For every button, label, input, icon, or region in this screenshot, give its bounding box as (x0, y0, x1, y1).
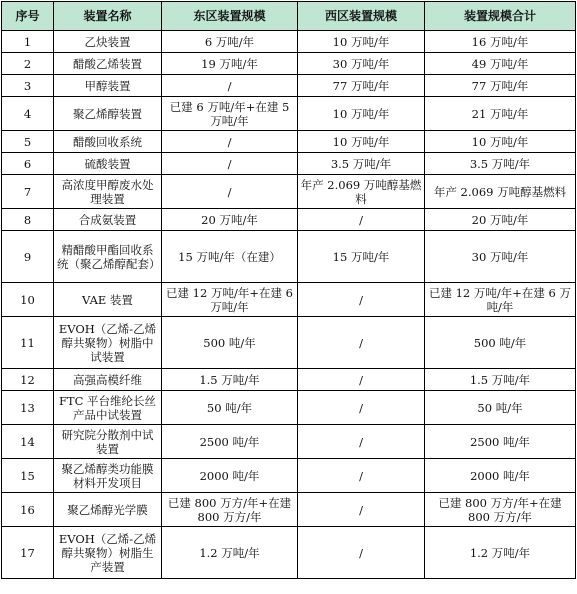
header-device-name: 装置名称 (54, 2, 162, 31)
index-cell: 9 (2, 231, 54, 283)
device-name-cell: 合成氨装置 (54, 209, 162, 231)
east-scale-cell: 已建 6 万吨/年+在建 5 万吨/年 (162, 97, 298, 131)
total-scale-cell: 49 万吨/年 (425, 53, 576, 75)
west-scale-cell: 年产 2.069 万吨醇基燃料 (298, 175, 425, 209)
table-row (2, 131, 576, 153)
table-row (2, 369, 576, 391)
table-row (2, 153, 576, 175)
table-row (2, 425, 576, 459)
west-scale-cell: 10 万吨/年 (298, 97, 425, 131)
header-total-scale: 装置规模合计 (425, 2, 576, 31)
table-row (2, 493, 576, 527)
index-cell: 13 (2, 391, 54, 425)
west-scale-cell: 3.5 万吨/年 (298, 153, 425, 175)
device-name-cell: 聚乙烯醇光学膜 (54, 493, 162, 527)
east-scale-cell: 已建 800 万方/年+在建 800 万方/年 (162, 493, 298, 527)
index-cell: 4 (2, 97, 54, 131)
index-cell: 1 (2, 31, 54, 53)
east-scale-cell: 1.2 万吨/年 (162, 527, 298, 579)
device-name-cell: EVOH（乙烯-乙烯醇共聚物）树脂中试装置 (54, 317, 162, 369)
east-scale-cell: 50 吨/年 (162, 391, 298, 425)
west-scale-cell: 10 万吨/年 (298, 31, 425, 53)
west-scale-cell: 77 万吨/年 (298, 75, 425, 97)
table-row (2, 317, 576, 369)
table-body (2, 31, 576, 579)
index-cell: 5 (2, 131, 54, 153)
header-east-scale: 东区装置规模 (162, 2, 298, 31)
index-cell: 12 (2, 369, 54, 391)
table-row (2, 231, 576, 283)
table-row (2, 97, 576, 131)
east-scale-cell: 500 吨/年 (162, 317, 298, 369)
device-name-cell: 研究院分散剂中试装置 (54, 425, 162, 459)
west-scale-cell: 30 万吨/年 (298, 53, 425, 75)
east-scale-cell: 已建 12 万吨/年+在建 6 万吨/年 (162, 283, 298, 317)
device-name-cell: 甲醇装置 (54, 75, 162, 97)
west-scale-cell: / (298, 459, 425, 493)
east-scale-cell: 1.5 万吨/年 (162, 369, 298, 391)
total-scale-cell: 16 万吨/年 (425, 31, 576, 53)
total-scale-cell: 77 万吨/年 (425, 75, 576, 97)
device-name-cell: 高强高模纤维 (54, 369, 162, 391)
total-scale-cell: 500 吨/年 (425, 317, 576, 369)
west-scale-cell: / (298, 425, 425, 459)
east-scale-cell: 2000 吨/年 (162, 459, 298, 493)
index-cell: 17 (2, 527, 54, 579)
total-scale-cell: 10 万吨/年 (425, 131, 576, 153)
header-row (2, 2, 576, 31)
index-cell: 16 (2, 493, 54, 527)
device-name-cell: 硫酸装置 (54, 153, 162, 175)
east-scale-cell: / (162, 153, 298, 175)
east-scale-cell: / (162, 175, 298, 209)
device-name-cell: EVOH（乙烯-乙烯醇共聚物）树脂生产装置 (54, 527, 162, 579)
west-scale-cell: 10 万吨/年 (298, 131, 425, 153)
index-cell: 8 (2, 209, 54, 231)
west-scale-cell: / (298, 391, 425, 425)
device-name-cell: 高浓度甲醇废水处理装置 (54, 175, 162, 209)
west-scale-cell: / (298, 283, 425, 317)
index-cell: 6 (2, 153, 54, 175)
east-scale-cell: 6 万吨/年 (162, 31, 298, 53)
index-cell: 11 (2, 317, 54, 369)
table-row (2, 527, 576, 579)
table-row (2, 283, 576, 317)
total-scale-cell: 2500 吨/年 (425, 425, 576, 459)
west-scale-cell: / (298, 317, 425, 369)
device-name-cell: FTC 平台维纶长丝产品中试装置 (54, 391, 162, 425)
east-scale-cell: / (162, 131, 298, 153)
index-cell: 2 (2, 53, 54, 75)
index-cell: 15 (2, 459, 54, 493)
table-row (2, 391, 576, 425)
east-scale-cell: 15 万吨/年（在建） (162, 231, 298, 283)
header-west-scale: 西区装置规模 (298, 2, 425, 31)
east-scale-cell: / (162, 75, 298, 97)
east-scale-cell: 2500 吨/年 (162, 425, 298, 459)
total-scale-cell: 已建 800 万方/年+在建 800 万方/年 (425, 493, 576, 527)
header-index: 序号 (2, 2, 54, 31)
index-cell: 7 (2, 175, 54, 209)
table-row (2, 31, 576, 53)
table-row (2, 75, 576, 97)
total-scale-cell: 已建 12 万吨/年+在建 6 万吨/年 (425, 283, 576, 317)
index-cell: 14 (2, 425, 54, 459)
index-cell: 3 (2, 75, 54, 97)
total-scale-cell: 50 吨/年 (425, 391, 576, 425)
total-scale-cell: 3.5 万吨/年 (425, 153, 576, 175)
table-row (2, 175, 576, 209)
west-scale-cell: / (298, 369, 425, 391)
device-name-cell: 乙炔装置 (54, 31, 162, 53)
total-scale-cell: 1.5 万吨/年 (425, 369, 576, 391)
west-scale-cell: / (298, 493, 425, 527)
table-row (2, 53, 576, 75)
total-scale-cell: 21 万吨/年 (425, 97, 576, 131)
west-scale-cell: / (298, 527, 425, 579)
total-scale-cell: 30 万吨/年 (425, 231, 576, 283)
east-scale-cell: 20 万吨/年 (162, 209, 298, 231)
device-name-cell: 聚乙烯醇装置 (54, 97, 162, 131)
west-scale-cell: 15 万吨/年 (298, 231, 425, 283)
device-name-cell: 醋酸回收系统 (54, 131, 162, 153)
index-cell: 10 (2, 283, 54, 317)
total-scale-cell: 20 万吨/年 (425, 209, 576, 231)
east-scale-cell: 19 万吨/年 (162, 53, 298, 75)
device-name-cell: VAE 装置 (54, 283, 162, 317)
total-scale-cell: 1.2 万吨/年 (425, 527, 576, 579)
table-row (2, 459, 576, 493)
device-name-cell: 精醋酸甲酯回收系统（聚乙烯醇配套） (54, 231, 162, 283)
total-scale-cell: 年产 2.069 万吨醇基燃料 (425, 175, 576, 209)
device-name-cell: 聚乙烯醇类功能膜材料开发项目 (54, 459, 162, 493)
table-header (2, 2, 576, 31)
west-scale-cell: / (298, 209, 425, 231)
total-scale-cell: 2000 吨/年 (425, 459, 576, 493)
table-row (2, 209, 576, 231)
device-name-cell: 醋酸乙烯装置 (54, 53, 162, 75)
table-wrapper (1, 1, 576, 579)
equipment-scale-table (1, 1, 576, 579)
